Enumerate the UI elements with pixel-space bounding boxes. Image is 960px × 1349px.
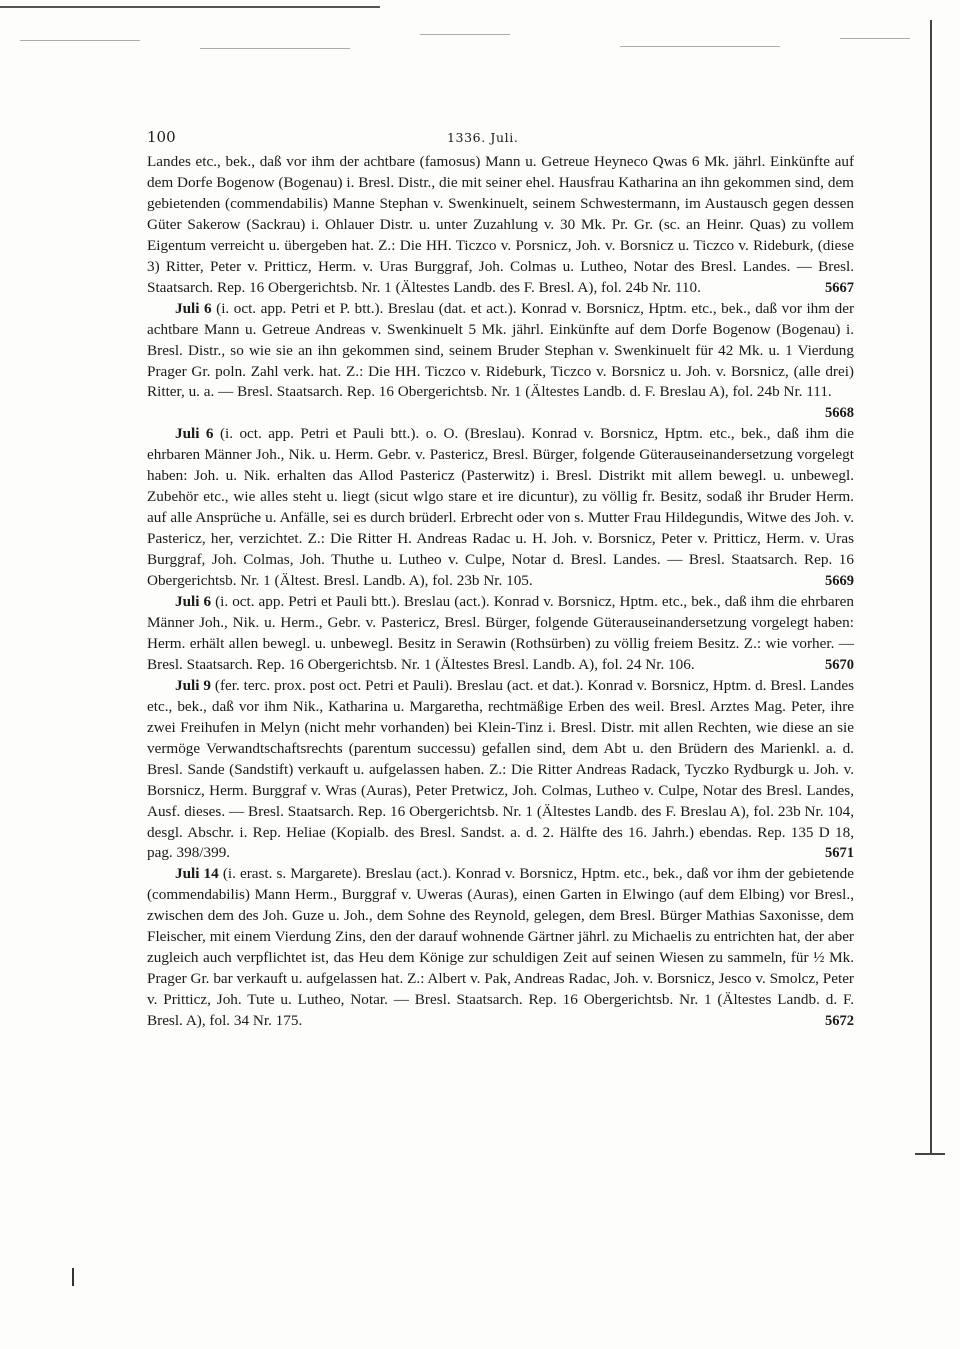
entry-body: (i. oct. app. Petri et P. btt.). Breslau (dat. et act.). Konrad v. Borsnicz, Hptm. etc., bek., daß vor ihm der achtbare Mann u. Getreue Andreas v. Swenkinuelt 5 Mk. jährl. Einkünfte auf dem Dorfe Bogenow (Bogenau) i. Bresl. Distr., so wie sie an ihn gekommen sind, seinem Bruder Stephan v. Swenkinuelt für 42 Mk. u. 1 Vierdung Prager Gr. poln. Zahl verk. hat. Z.: Die HH. Ticzco v. Rideburk, Ticzco v. Borsnicz u. Joh. v. Borsnicz, (alle drei) Ritter, u. a. — Bresl. Staatsarch. Rep. 16 Obergerichtsb. Nr. 1 (Ältestes Landb. d. F. Breslau A), fol. 24b Nr. 111.	[147, 299, 854, 401]
entry-body: (i. oct. app. Petri et Pauli btt.). o. O. (Breslau). Konrad v. Borsnicz, Hptm. etc., bek., daß ihm die ehrbaren Männer Joh., Nik. u. Herm. Gebr. v. Pastericz, Bresl. Bürger, folgende Güterauseinandersetzung vorgelegt haben: Joh. u. Nik. erhalten das Allod Pastericz (Pasterwitz) i. Bresl. Distrikt mit allem bewegl. u. unbewegl. Zubehör etc., wie alles steht u. liegt (sicut wlgo stare et ire dicuntur), zu völlig fr. Besitz, sodaß ihr Bruder Herm. auf alle Ansprüche u. Anfälle, sei es durch brüderl. Erbrecht oder von s. Mutter Frau Hildegundis, Witwe des Joh. v. Pastericz, her, verzichtet. Z.: Die Ritter H. Andreas Radac u. H. Joh. v. Borsnicz, Peter v. Pritticz, Herm. v. Uras Burggraf, Joh. Colmas, Joh. Thuthe u. Lutheo v. Culpe, Notar d. Bresl. Landes. — Bresl. Staatsarch. Rep. 16 Obergerichtsb. Nr. 1 (Ältest. Bresl. Landb. A), fol. 23b Nr. 105.	[147, 425, 854, 590]
entry-5670	[147, 592, 854, 676]
page-edge-line	[930, 20, 932, 1155]
entry-body: (i. oct. app. Petri et Pauli btt.). Breslau (act.). Konrad v. Borsnicz, Hptm. etc., bek., daß ihm die ehrbaren Männer Joh., Nik. u. Herm., Gebr. v. Pastericz, Bresl. Bürger, folgende Güterauseinandersetzung vorgelegt haben: Herm. erhält allen bewegl. u. unbewegl. Besitz in Serawin (Rothsürben) zu völlig freiem Besitz. Z.: wie vorher. — Bresl. Staatsarch. Rep. 16 Obergerichtsb. Nr. 1 (Ältestes Bresl. Landb. A), fol. 24 Nr. 106.	[147, 593, 854, 673]
entry-5669	[147, 424, 854, 592]
entry-body: (fer. terc. prox. post oct. Petri et Pauli). Breslau (act. et dat.). Konrad v. Borsnicz, Hptm. d. Bresl. Landes etc., bek., daß vor ihm Nik., Katharina u. Margaretha, rechtmäßige Erben des weil. Bresl. Arztes Mag. Peter, ihre zwei Freihufen in Melyn (nicht mehr vorhanden) bei Klein-Tinz i. Bresl. Distr. mit allen Rechten, wie diese an sie vermöge Verwandtschaftsrechts (parentum successu) gefallen sind, dem Abt u. den Brüdern des Marienkl. a. d. Bresl. Sande (Sandstift) verkauft u. aufgelassen haben. Z.: Die Ritter Andreas Radack, Tyczko Rydburgk u. Joh. v. Borsnicz, Herm. Burggraf v. Wras (Auras), Peter Pretwicz, Joh. Colmas, Lutheo v. Culpe, Notar des Bresl. Landes, Ausf. dieses. — Bresl. Staatsarch. Rep. 16 Obergerichtsb. Nr. 1 (Ältestes Landb. des F. Breslau A), fol. 23b Nr. 104, desgl. Abschr. i. Rep. Heliae (Kopialb. des Bresl. Sandst. a. d. 2. Hälfte des 16. Jahrh.) ebendas. Rep. 135 D 18, pag. 398/399.	[147, 676, 854, 862]
page-header	[147, 128, 847, 150]
page-number: 100	[147, 128, 176, 146]
entry-date: Juli 14	[175, 865, 219, 883]
entry-number: 5672	[825, 1013, 854, 1030]
entry-date: Juli 6	[175, 593, 212, 611]
entry-5672	[147, 864, 854, 1032]
entry-5667	[147, 152, 854, 299]
entry-date: Juli 6	[175, 425, 214, 443]
entry-number: 5668	[825, 405, 854, 422]
document-body	[147, 152, 854, 1032]
entry-5668	[147, 299, 854, 422]
entry-date: Juli 9	[175, 676, 211, 694]
entry-number: 5670	[825, 656, 854, 673]
margin-mark	[72, 1268, 74, 1286]
scan-noise	[620, 46, 780, 47]
scan-noise	[200, 48, 350, 49]
entry-number: 5671	[825, 845, 854, 862]
scan-noise	[20, 40, 140, 41]
entry-body: Landes etc., bek., daß vor ihm der achtbare (famosus) Mann u. Getreue Heyneco Qwas 6 Mk. jährl. Einkünfte auf dem Dorfe Bogenow (Bogenau) i. Bresl. Distr., die mit seiner ehel. Hausfrau Katharina an ihn gekommen sind, dem gebietenden (commendabilis) Manne Stephan v. Swenkinuelt, seinem Schwestermann, im Austausch gegen dessen Güter Sakerow (Sackrau) i. Ohlauer Distr. u. unter Zuzahlung v. 30 Mk. Pr. Gr. (sc. an Heinr. Quas) zu vollem Eigentum verreicht u. übergeben hat. Z.: Die HH. Ticzco v. Porsnicz, Joh. v. Borsnicz u. Ticzco v. Rideburk, (diese 3) Ritter, Peter v. Pritticz, Herm. v. Uras Burggraf, Joh. Colmas u. Lutheo, Notar des Bresl. Landes. — Bresl. Staatsarch. Rep. 16 Obergerichtsb. Nr. 1 (Ältestes Landb. des F. Bresl. A), fol. 24b Nr. 110.	[147, 153, 854, 296]
entry-number: 5669	[825, 573, 854, 590]
entry-number: 5667	[825, 279, 854, 296]
entry-5671	[147, 676, 854, 865]
entry-date: Juli 6	[175, 299, 212, 317]
running-title: 1336. Juli.	[447, 130, 519, 145]
entry-body: (i. erast. s. Margarete). Breslau (act.). Konrad v. Borsnicz, Hptm. etc., bek., daß vor ihm der gebietende (commendabilis) Mann Herm., Burggraf v. Uweras (Auras), einen Garten in Elwingo (auf dem Elbing) vor Bresl., zwischen dem des Joh. Guze u. Joh., dem Sohne des Reynold, gelegen, dem Bresl. Bürger Mathias Saxonisse, dem Fleischer, mit einem Vierdung Zins, den der darauf wohnende Gärtner jährl. zu Michaelis zu entrichten hat, der aber zugleich auch verpflichtet ist, das Heu dem Könige zur schuldigen Zeit auf seinen Wiesen zu sammeln, für ½ Mk. Prager Gr. bar verkauft u. aufgelassen hat. Z.: Albert v. Pak, Andreas Radac, Joh. v. Borsnicz, Jesco v. Smolcz, Peter v. Pritticz, Joh. Tute u. Lutheo, Notar. — Bresl. Staatsarch. Rep. 16 Obergerichtsb. Nr. 1 (Ältestes Landb. d. F. Bresl. A), fol. 34 Nr. 175.	[147, 865, 854, 1030]
scan-top-border	[0, 0, 960, 70]
scan-noise	[420, 34, 510, 35]
page-edge-foot	[915, 1153, 945, 1155]
scan-noise	[840, 38, 910, 39]
scan-rule	[0, 6, 380, 8]
